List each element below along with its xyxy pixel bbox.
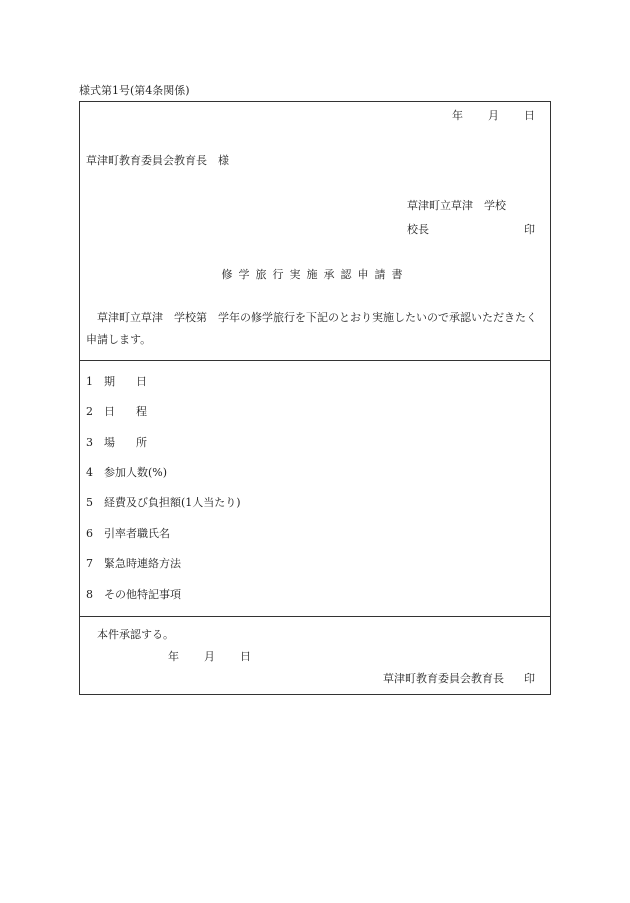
approval-text: 本件承認する。 — [97, 628, 174, 641]
item-label: 経費及び負担額(1人当たり) — [104, 496, 241, 509]
item-number: 8 — [86, 588, 93, 601]
form-number: 様式第1号(第4条関係) — [79, 84, 190, 97]
item-number: 7 — [86, 557, 93, 570]
list-item — [86, 557, 181, 571]
item-number: 3 — [86, 436, 93, 449]
recipient: 草津町教育委員会教育長 様 — [86, 154, 229, 167]
item-label: 引率者職氏名 — [104, 527, 170, 540]
item-label: 日程 — [104, 405, 168, 418]
application-form — [79, 101, 551, 695]
applicant-school: 草津町立草津 学校 — [407, 199, 506, 212]
item-label: 期日 — [104, 375, 168, 388]
application-body-text: 草津町立草津 学校第 学年の修学旅行を下記のとおり実施したいので承認いただきたく申請します。 — [86, 311, 537, 346]
item-number: 2 — [86, 405, 93, 418]
item-label: 緊急時連絡方法 — [104, 557, 181, 570]
list-item — [86, 527, 170, 541]
list-item — [86, 375, 168, 389]
approval-date-month: 月 — [204, 650, 215, 663]
item-number: 1 — [86, 375, 93, 388]
list-item — [86, 588, 181, 602]
approval-authority: 草津町教育委員会教育長 — [383, 672, 504, 685]
section-divider-top — [80, 360, 550, 361]
header-date-year: 年 — [452, 109, 463, 122]
item-number: 4 — [86, 466, 93, 479]
list-item — [86, 466, 167, 480]
header-date-month: 月 — [488, 109, 499, 122]
document-title: 修学旅行実施承認申請書 — [221, 268, 409, 281]
approval-date-day: 日 — [240, 650, 251, 663]
applicant-principal-label: 校長 — [407, 223, 429, 236]
header-date-day: 日 — [524, 109, 535, 122]
item-label: 参加人数(%) — [104, 466, 168, 479]
applicant-seal: 印 — [524, 223, 535, 236]
list-item — [86, 496, 241, 510]
approval-seal: 印 — [524, 672, 535, 685]
section-divider-bottom — [80, 616, 550, 617]
list-item — [86, 436, 168, 450]
item-label: 場所 — [104, 436, 168, 449]
item-label: その他特記事項 — [104, 588, 181, 601]
list-item — [86, 405, 168, 419]
approval-date-year: 年 — [168, 650, 179, 663]
item-number: 5 — [86, 496, 93, 509]
item-number: 6 — [86, 527, 93, 540]
